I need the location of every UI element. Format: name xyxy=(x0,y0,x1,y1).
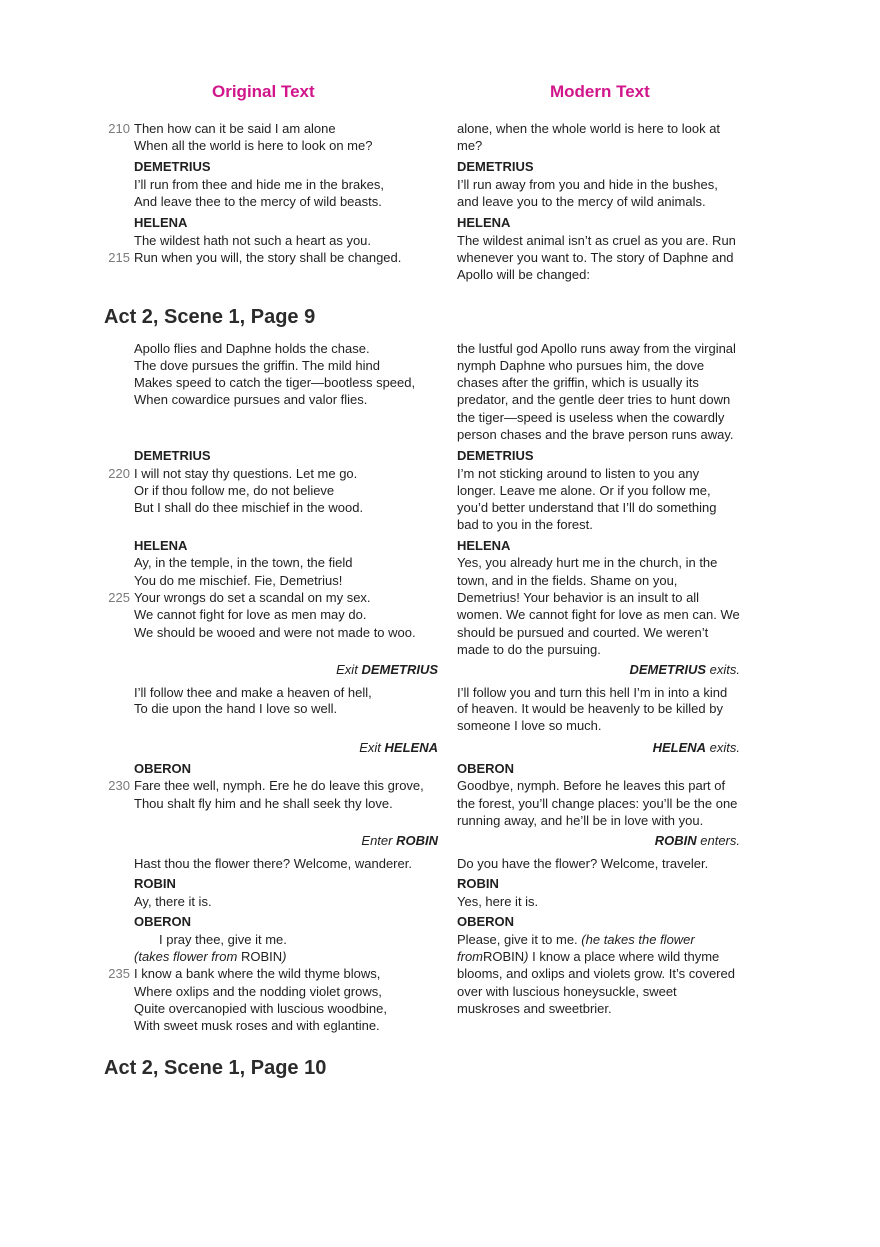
modern-text: Please, give it to me. xyxy=(457,932,578,947)
line-number: 230 xyxy=(108,778,130,793)
original-line: I’ll run from thee and hide me in the brakes, xyxy=(134,177,385,192)
modern-line: I’ll run away from you and hide in the bushes, xyxy=(457,177,718,192)
original-line: And leave thee to the mercy of wild beasts. xyxy=(134,194,382,209)
stage-character: HELENA xyxy=(652,740,707,755)
original-line: But I shall do thee mischief in the wood. xyxy=(134,500,364,515)
modern-line: Do you have the flower? Welcome, traveler. xyxy=(457,856,709,871)
modern-line: blooms, and oxlips and violets grow. It’s covered xyxy=(457,966,735,981)
original-line: Where oxlips and the nodding violet grows, xyxy=(134,984,382,999)
modern-line: person chases and the brave person runs away. xyxy=(457,427,734,442)
modern-text-header: Modern Text xyxy=(550,82,650,101)
modern-line: alone, when the whole world is here to look at xyxy=(457,121,721,136)
modern-line: town, and in the fields. Shame on you, xyxy=(457,573,678,588)
modern-line: whenever you want to. The story of Daphne and xyxy=(457,250,734,265)
stage-direction xyxy=(359,739,438,756)
aside-paren: ) xyxy=(282,949,287,964)
speaker-name: ROBIN xyxy=(134,876,176,891)
stage-verb: Enter xyxy=(361,833,393,848)
modern-line: longer. Leave me alone. Or if you follow me, xyxy=(457,483,711,498)
modern-text: I know a place where wild thyme xyxy=(532,949,720,964)
modern-line: I’m not sticking around to listen to you any xyxy=(457,466,700,481)
original-line: Apollo flies and Daphne holds the chase. xyxy=(134,341,370,356)
original-line: When all the world is here to look on me? xyxy=(134,138,373,153)
original-text-header: Original Text xyxy=(212,82,315,101)
modern-line: you’d better understand that I’ll do something xyxy=(457,500,717,515)
original-line: Or if thou follow me, do not believe xyxy=(134,483,335,498)
modern-line: Demetrius! Your behavior is an insult to all xyxy=(457,590,700,605)
aside-paren: ) xyxy=(524,949,529,964)
original-line: Thou shalt fly him and he shall seek thy love. xyxy=(134,796,393,811)
original-line: I pray thee, give it me. xyxy=(159,932,287,947)
stage-verb: exits. xyxy=(709,740,740,755)
speaker-name: HELENA xyxy=(134,215,188,230)
original-line: When cowardice pursues and valor flies. xyxy=(134,392,368,407)
speaker-name: HELENA xyxy=(457,215,511,230)
aside-name: ROBIN xyxy=(483,949,525,964)
original-line: To die upon the hand I love so well. xyxy=(134,701,338,716)
stage-character: DEMETRIUS xyxy=(629,662,707,677)
original-line: I know a bank where the wild thyme blows, xyxy=(134,966,381,981)
speaker-name: DEMETRIUS xyxy=(134,159,211,174)
modern-line: the forest, you’ll change places: you’ll be the one xyxy=(457,796,738,811)
modern-line: and leave you to the mercy of wild animals. xyxy=(457,194,706,209)
stage-character: HELENA xyxy=(384,740,438,755)
aside-text: (takes flower from xyxy=(134,949,238,964)
modern-line: of heaven. It would be heavenly to be killed by xyxy=(457,701,723,716)
stage-direction xyxy=(653,739,740,756)
modern-line: made to do the pursuing. xyxy=(457,642,601,657)
speaker-name: DEMETRIUS xyxy=(457,448,534,463)
modern-line: muskroses and sweetbrier. xyxy=(457,1001,612,1016)
speaker-name: DEMETRIUS xyxy=(457,159,534,174)
original-line: You do me mischief. Fie, Demetrius! xyxy=(134,573,343,588)
original-line: The wildest hath not such a heart as you. xyxy=(134,233,372,248)
original-line: Ay, in the temple, in the town, the field xyxy=(134,555,353,570)
original-line: Makes speed to catch the tiger—bootless speed, xyxy=(134,375,416,390)
original-line: Ay, there it is. xyxy=(134,894,212,909)
stage-character: DEMETRIUS xyxy=(361,662,438,677)
stage-verb: exits. xyxy=(709,662,740,677)
modern-line: chases after the griffin, which is usually its xyxy=(457,375,699,390)
original-line: Run when you will, the story shall be changed. xyxy=(134,250,402,265)
line-number: 215 xyxy=(108,250,130,265)
speaker-name: OBERON xyxy=(457,914,515,929)
stage-verb: Exit xyxy=(359,740,381,755)
modern-line: nymph Daphne who pursues him, the dove xyxy=(457,358,705,373)
line-number: 225 xyxy=(108,590,130,605)
original-line: We cannot fight for love as men may do. xyxy=(134,607,367,622)
aside-text: from xyxy=(457,949,483,964)
modern-line: over with luscious honeysuckle, sweet xyxy=(457,984,677,999)
stage-aside xyxy=(134,948,286,965)
modern-line: women. We cannot fight for love as men can. We xyxy=(457,607,740,622)
speaker-name: DEMETRIUS xyxy=(134,448,211,463)
modern-line: Goodbye, nymph. Before he leaves this part of xyxy=(457,778,726,793)
modern-line xyxy=(457,931,695,948)
line-number: 235 xyxy=(108,966,130,981)
original-line: I will not stay thy questions. Let me go. xyxy=(134,466,358,481)
aside-text: (he takes the flower xyxy=(581,932,695,947)
modern-line: me? xyxy=(457,138,483,153)
modern-line: Yes, here it is. xyxy=(457,894,539,909)
stage-direction xyxy=(336,661,438,678)
line-number: 220 xyxy=(108,466,130,481)
speaker-name: OBERON xyxy=(134,761,192,776)
stage-verb: Exit xyxy=(336,662,358,677)
aside-name: ROBIN xyxy=(240,949,283,964)
speaker-name: HELENA xyxy=(457,538,511,553)
original-line: Then how can it be said I am alone xyxy=(134,121,336,136)
stage-verb: enters. xyxy=(700,833,740,848)
line-number: 210 xyxy=(108,121,130,136)
original-line: The dove pursues the griffin. The mild hind xyxy=(134,358,380,373)
modern-line: should be pursued and courted. We weren’t xyxy=(457,625,709,640)
original-line: Quite overcanopied with luscious woodbine, xyxy=(134,1001,387,1016)
scene-heading: Act 2, Scene 1, Page 9 xyxy=(104,306,316,328)
modern-line: Yes, you already hurt me in the church, in the xyxy=(457,555,718,570)
stage-direction xyxy=(361,832,438,849)
modern-line: someone I love so much. xyxy=(457,718,602,733)
modern-line xyxy=(457,948,719,965)
modern-line: I’ll follow you and turn this hell I’m in into a kind xyxy=(457,685,728,700)
original-line: Your wrongs do set a scandal on my sex. xyxy=(134,590,371,605)
stage-character: ROBIN xyxy=(654,833,697,848)
speaker-name: OBERON xyxy=(457,761,515,776)
original-line: Hast thou the flower there? Welcome, wanderer. xyxy=(134,856,412,871)
stage-direction xyxy=(655,832,740,849)
speaker-name: HELENA xyxy=(134,538,188,553)
stage-character: ROBIN xyxy=(396,833,438,848)
stage-direction xyxy=(629,661,740,678)
modern-line: the tiger—speed is useless when the cowardly xyxy=(457,410,725,425)
modern-line: the lustful god Apollo runs away from the virginal xyxy=(457,341,736,356)
modern-line: The wildest animal isn’t as cruel as you are. Run xyxy=(457,233,736,248)
modern-line: Apollo will be changed: xyxy=(457,267,590,282)
modern-line: running away, and he’ll be in love with you. xyxy=(457,813,704,828)
speaker-name: ROBIN xyxy=(457,876,499,891)
modern-line: predator, and the gentle deer tries to hunt down xyxy=(457,392,731,407)
original-line: With sweet musk roses and with eglantine. xyxy=(134,1018,380,1033)
original-line: Fare thee well, nymph. Ere he do leave this grove, xyxy=(134,778,424,793)
speaker-name: OBERON xyxy=(134,914,192,929)
original-line: I’ll follow thee and make a heaven of hell, xyxy=(134,685,372,700)
original-line: We should be wooed and were not made to woo. xyxy=(134,625,416,640)
modern-line: bad to you in the forest. xyxy=(457,517,593,532)
scene-heading: Act 2, Scene 1, Page 10 xyxy=(104,1057,327,1079)
